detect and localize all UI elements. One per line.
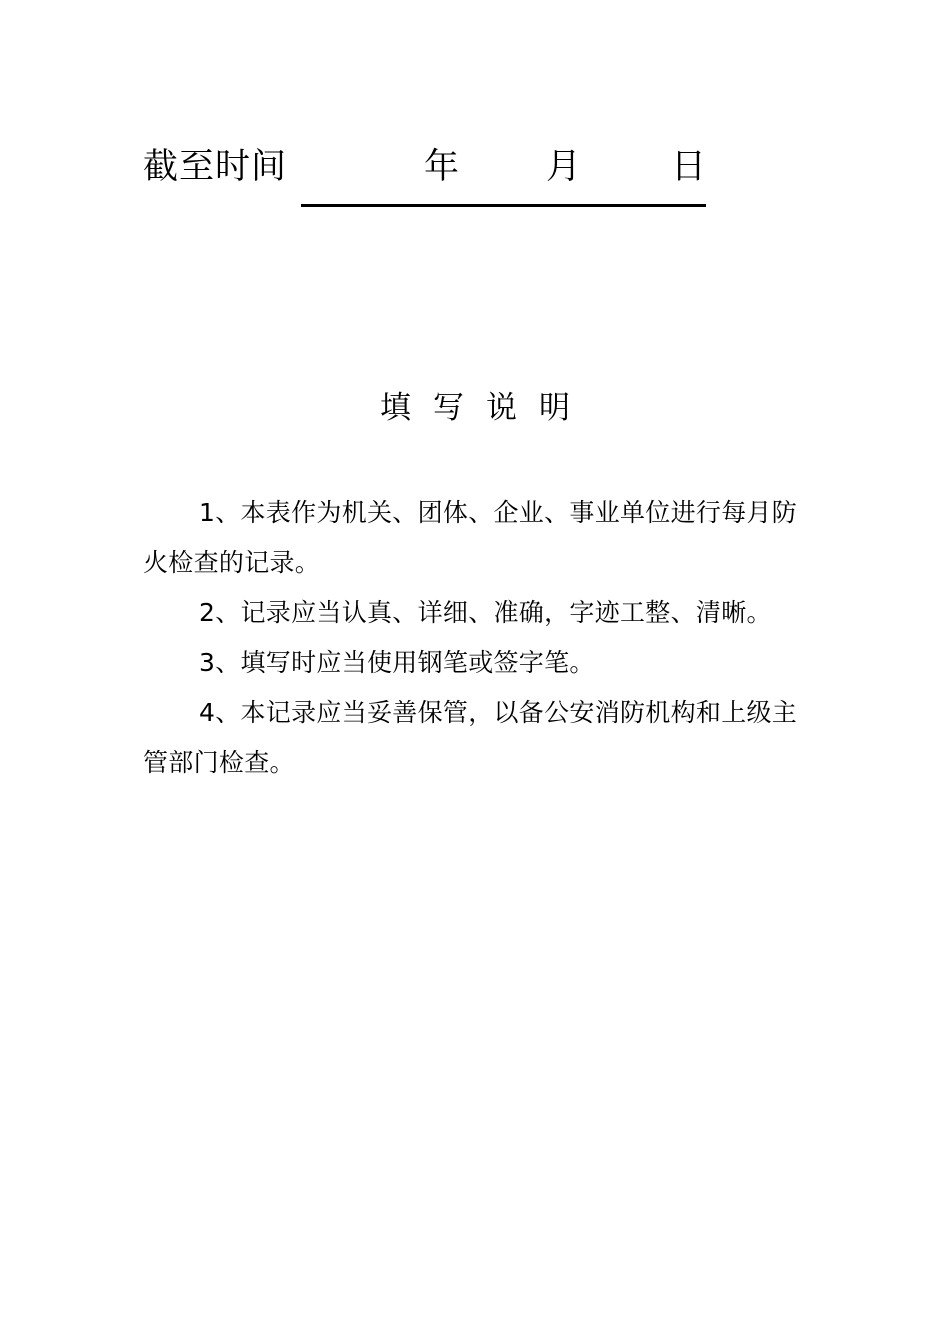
- cutoff-date-row: [143, 143, 723, 213]
- day-label: 日: [671, 147, 707, 187]
- instructions-title: 填写说明: [380, 390, 592, 426]
- date-fill-line: [301, 204, 706, 207]
- year-label: 年: [424, 147, 460, 187]
- instructions-list: [143, 488, 809, 788]
- instruction-item-4: 4、本记录应当妥善保管，以备公安消防机构和上级主管部门检查。: [143, 698, 798, 777]
- instruction-item-3: 3、填写时应当使用钢笔或签字笔。: [199, 648, 595, 677]
- instruction-item-2: 2、记录应当认真、详细、准确，字迹工整、清晰。: [199, 598, 772, 627]
- cutoff-date-label: 截至时间: [143, 147, 288, 187]
- instruction-item-1: 1、本表作为机关、团体、企业、事业单位进行每月防火检查的记录。: [143, 498, 798, 577]
- month-label: 月: [546, 147, 582, 187]
